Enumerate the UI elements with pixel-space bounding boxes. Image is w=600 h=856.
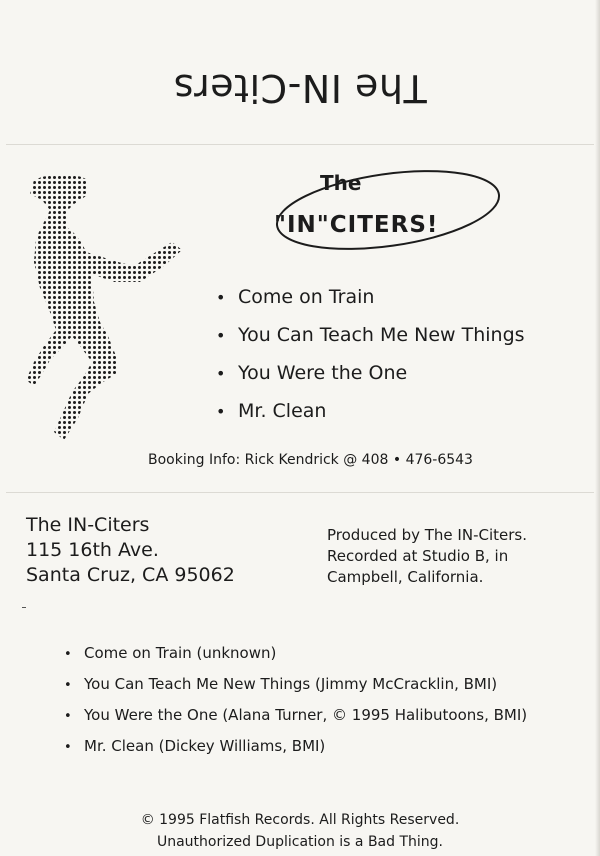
scan-mark — [22, 607, 26, 608]
bullet-icon: • — [64, 740, 72, 755]
paper-edge — [595, 0, 600, 856]
production-line: Produced by The IN-Citers. — [327, 526, 527, 544]
address-line: 115 16th Ave. — [26, 539, 159, 561]
band-address — [26, 513, 235, 588]
address-line: The IN-Citers — [26, 514, 150, 536]
bullet-icon: • — [216, 288, 226, 307]
bullet-icon: • — [216, 402, 226, 421]
list-item — [64, 642, 527, 673]
list-item — [216, 397, 525, 435]
dotted-figure-icon — [22, 170, 192, 450]
bullet-icon: • — [64, 647, 72, 662]
list-item — [64, 735, 527, 766]
production-note — [327, 525, 527, 588]
logo-the: The — [320, 171, 362, 195]
bullet-icon: • — [216, 364, 226, 383]
production-line: Campbell, California. — [327, 568, 484, 586]
song-credit: Come on Train (unknown) — [84, 644, 277, 662]
list-item — [64, 704, 527, 735]
logo-name: "IN"CITERS! — [274, 212, 439, 238]
bullet-icon: • — [216, 326, 226, 345]
copyright-notice — [0, 809, 600, 853]
spine-title: The IN-Citers — [173, 66, 427, 110]
address-line: Santa Cruz, CA 95062 — [26, 564, 235, 586]
booking-info: Booking Info: Rick Kendrick @ 408 • 476-6543 — [148, 452, 473, 468]
list-item — [216, 283, 525, 321]
song-title: Come on Train — [238, 286, 375, 308]
song-title: You Were the One — [238, 362, 408, 384]
song-credit: Mr. Clean (Dickey Williams, BMI) — [84, 737, 326, 755]
front-song-list — [216, 283, 525, 435]
song-title: Mr. Clean — [238, 400, 327, 422]
song-credit: You Were the One (Alana Turner, © 1995 Halibutoons, BMI) — [84, 706, 528, 724]
fold-line-top — [6, 144, 594, 145]
bullet-icon: • — [64, 678, 72, 693]
list-item — [216, 321, 525, 359]
copyright-line: © 1995 Flatfish Records. All Rights Reserved. — [140, 812, 460, 828]
fold-line-middle — [6, 492, 594, 493]
band-logo-icon — [272, 160, 504, 252]
list-item — [216, 359, 525, 397]
production-line: Recorded at Studio B, in — [327, 547, 509, 565]
song-title: You Can Teach Me New Things — [238, 324, 525, 346]
song-credits-list — [64, 642, 527, 766]
bullet-icon: • — [64, 709, 72, 724]
copyright-line: Unauthorized Duplication is a Bad Thing. — [156, 834, 443, 850]
list-item — [64, 673, 527, 704]
song-credit: You Can Teach Me New Things (Jimmy McCracklin, BMI) — [84, 675, 498, 693]
